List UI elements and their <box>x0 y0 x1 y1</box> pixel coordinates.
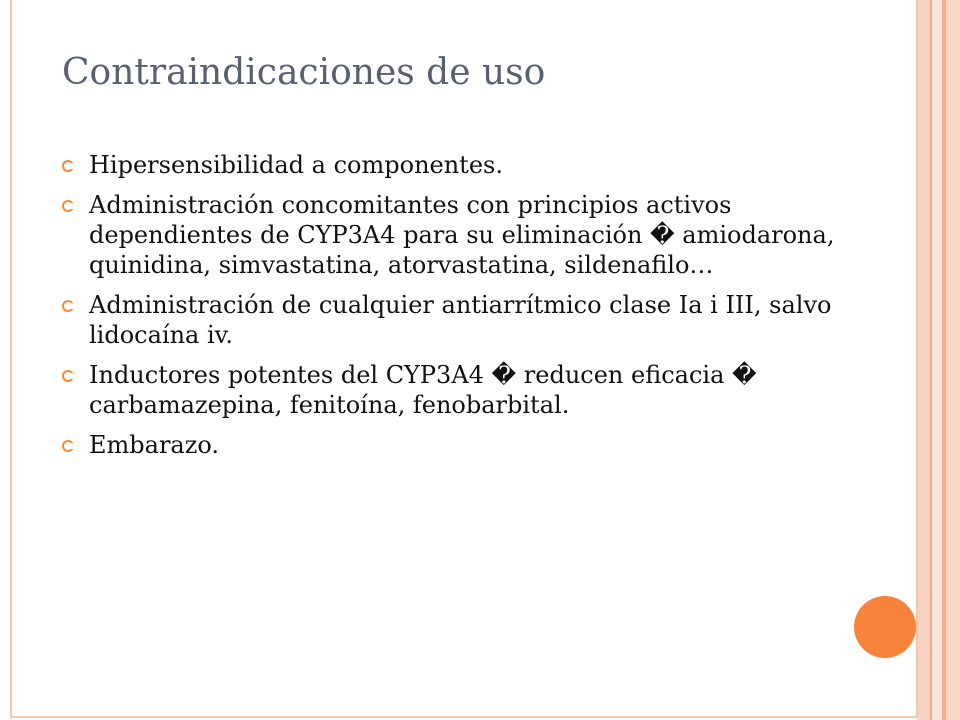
bullet-item <box>62 150 862 180</box>
decorative-stripe <box>946 0 960 720</box>
bullet-list <box>62 150 862 470</box>
bullet-item <box>62 360 862 420</box>
bullet-item <box>62 290 862 350</box>
bullet-item <box>62 190 862 280</box>
open-circle-bullet-icon <box>62 370 74 382</box>
open-circle-bullet-icon <box>62 300 74 312</box>
decorative-orange-circle <box>854 596 916 658</box>
bullet-text: Embarazo. <box>89 431 220 459</box>
open-circle-bullet-icon <box>62 440 74 452</box>
bullet-text: Administración concomitantes con principios activos dependientes de CYP3A4 para su eliminación � amiodarona, quinidina, simvastatina, atorvastatina, sildenafilo… <box>89 191 835 279</box>
open-circle-bullet-icon <box>62 160 74 172</box>
decorative-stripe <box>932 0 942 720</box>
slide-title: Contraindicaciones de uso <box>62 52 546 93</box>
bullet-item <box>62 430 862 460</box>
decorative-stripe <box>918 0 930 720</box>
bullet-text: Inductores potentes del CYP3A4 � reducen eficacia � carbamazepina, fenitoína, fenobarbital. <box>89 361 757 419</box>
bullet-text: Administración de cualquier antiarrítmico clase Ia i III, salvo lidocaína iv. <box>89 291 832 349</box>
open-circle-bullet-icon <box>62 200 74 212</box>
bullet-text: Hipersensibilidad a componentes. <box>89 151 503 179</box>
